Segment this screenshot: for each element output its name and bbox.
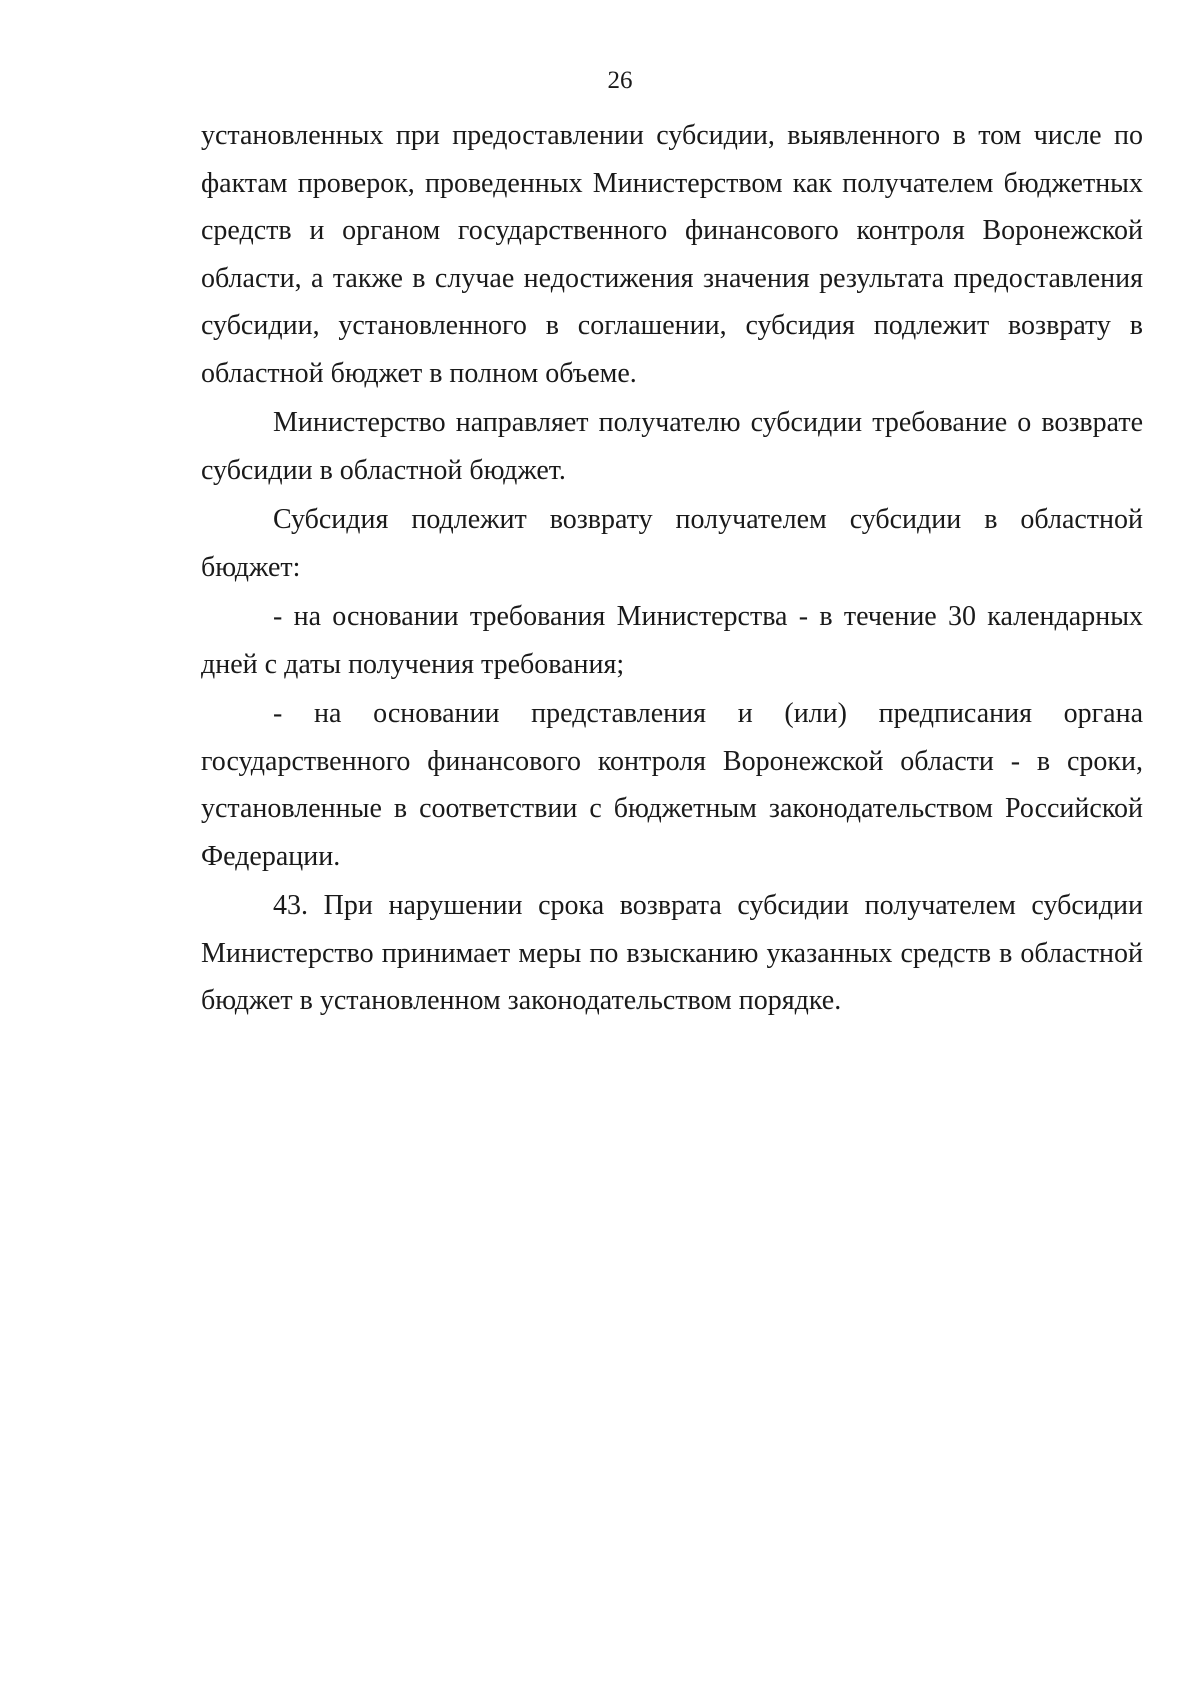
paragraph-refund-demand: Министерство направляет получателю субсидии требование о возврате субсидии в областной бюджет. (201, 407, 1143, 486)
list-item-control-body: - на основании представления и (или) предписания органа государственного финансового контроля Воронежской области - в сроки, установленные в соответствии с бюджетным законодательством Российской Федерации. (201, 698, 1143, 872)
paragraph-continuation: установленных при предоставлении субсидии, выявленного в том числе по фактам проверок, проведенных Министерством как получателем бюджетных средств и органом государственного финансового контроля Воронежской области, а также в случае недостижения значения результата предоставления субсидии, установленного в соглашении, субсидия подлежит возврату в областной бюджет в полном объеме. (201, 120, 1143, 389)
document-body (201, 112, 1143, 1027)
list-item-ministry-demand: - на основании требования Министерства - в течение 30 календарных дней с даты получения требования; (201, 601, 1143, 680)
page-number: 26 (607, 67, 633, 94)
paragraph-refund-obligation: Субсидия подлежит возврату получателем субсидии в областной бюджет: (201, 504, 1143, 583)
paragraph-item-43: 43. При нарушении срока возврата субсидии получателем субсидии Министерство принимает меры по взысканию указанных средств в областной бюджет в установленном законодательством порядке. (201, 890, 1143, 1016)
